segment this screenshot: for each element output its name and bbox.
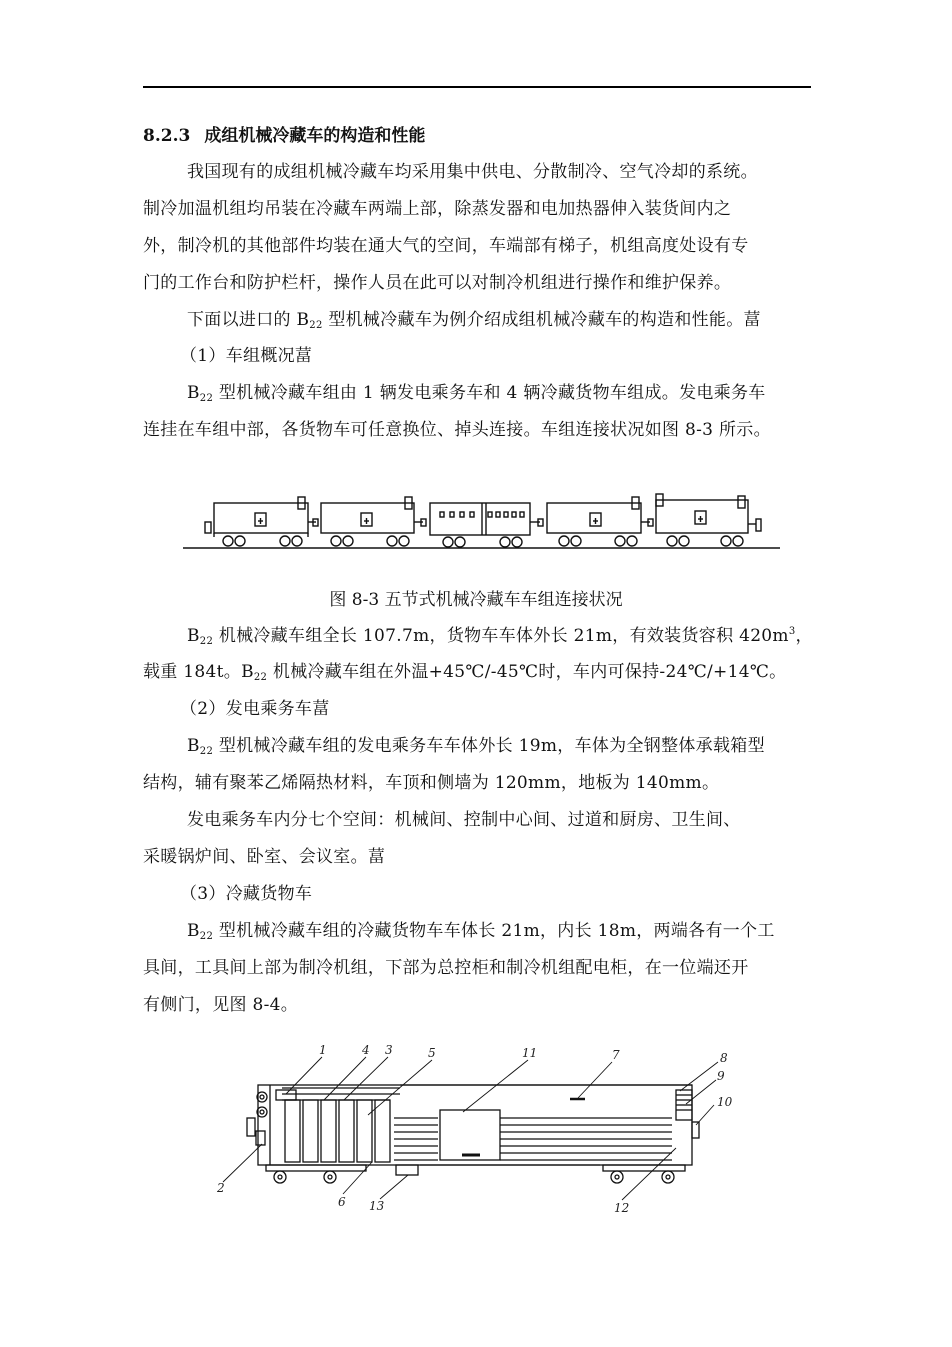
fig-label-10: 10 xyxy=(717,1095,733,1109)
subheading-3: （3）冷藏货物车 xyxy=(180,884,313,904)
para5-line1: $B_{22}$ 型机械冷藏车组的发电乘务车车体外长 19m，车体为全钢整体承载箱型 xyxy=(187,736,765,757)
para1-line4: 门的工作台和防护栏杆，操作人员在此可以对制冷机组进行操作和维护保养。 xyxy=(143,273,732,293)
fig-label-11: 11 xyxy=(522,1046,538,1060)
fig-label-13: 13 xyxy=(369,1199,385,1213)
section-number: 8.2.3 xyxy=(143,126,191,146)
para6-line1: 发电乘务车内分七个空间：机械间、控制中心间、过道和厨房、卫生间、 xyxy=(187,810,741,830)
para7-line3: 有侧门，见图 8-4。 xyxy=(143,995,299,1015)
para7-line2: 具间，工具间上部为制冷机组，下部为总控柜和制冷机组配电柜，在一位端还开 xyxy=(143,958,749,978)
fig-label-5: 5 xyxy=(428,1046,436,1060)
para7-line1: $B_{22}$ 型机械冷藏车组的冷藏货物车车体长 21m，内长 18m，两端各有一个工 xyxy=(187,921,775,942)
para5-line2: 结构，辅有聚苯乙烯隔热材料，车顶和侧墙为 120mm，地板为 140mm。 xyxy=(143,773,720,793)
fig-label-7: 7 xyxy=(612,1048,620,1062)
fig-label-8: 8 xyxy=(720,1051,728,1065)
fig-label-12: 12 xyxy=(614,1201,630,1215)
para6-line2: 采暖锅炉间、卧室、会议室。葍 xyxy=(143,847,386,867)
para3-line2: 连挂在车组中部，各货物车可任意换位、掉头连接。车组连接状况如图 8-3 所示。 xyxy=(143,420,771,440)
fig-label-1: 1 xyxy=(319,1043,327,1057)
section-title: 成组机械冷藏车的构造和性能 xyxy=(204,126,426,146)
subheading-2: （2）发电乘务车葍 xyxy=(180,699,330,719)
para3-line1: $B_{22}$ 型机械冷藏车组由 1 辆发电乘务车和 4 辆冷藏货物车组成。发电乘务车 xyxy=(187,383,766,404)
para4-line2: 载重 184t。$B_{22}$ 机械冷藏车组在外温+45℃/-45℃时，车内可保持-24℃/+14℃。 xyxy=(143,662,787,683)
fig-label-3: 3 xyxy=(385,1043,393,1057)
figure-8-3-caption: 图 8-3 五节式机械冷藏车车组连接状况 xyxy=(329,590,623,610)
fig-label-9: 9 xyxy=(717,1069,725,1083)
para1-line3: 外，制冷机的其他部件均装在通大气的空间，车端部有梯子，机组高度处设有专 xyxy=(143,236,749,256)
para2: 下面以进口的 $B_{22}$ 型机械冷藏车为例介绍成组机械冷藏车的构造和性能。葍 xyxy=(187,310,761,331)
para1-line2: 制冷加温机组均吊装在冷藏车两端上部，除蒸发器和电加热器伸入装货间内之 xyxy=(143,199,732,219)
para1-line1: 我国现有的成组机械冷藏车均采用集中供电、分散制冷、空气冷却的系统。 xyxy=(187,162,758,182)
fig-label-4: 4 xyxy=(362,1043,370,1057)
subheading-1: （1）车组概况葍 xyxy=(180,346,313,366)
para4-line1: $B_{22}$ 机械冷藏车组全长 107.7m，货物车车体外长 21m，有效装货容积 $420m^3$， xyxy=(187,626,813,647)
fig-label-6: 6 xyxy=(338,1195,346,1209)
fig-label-2: 2 xyxy=(217,1181,225,1195)
